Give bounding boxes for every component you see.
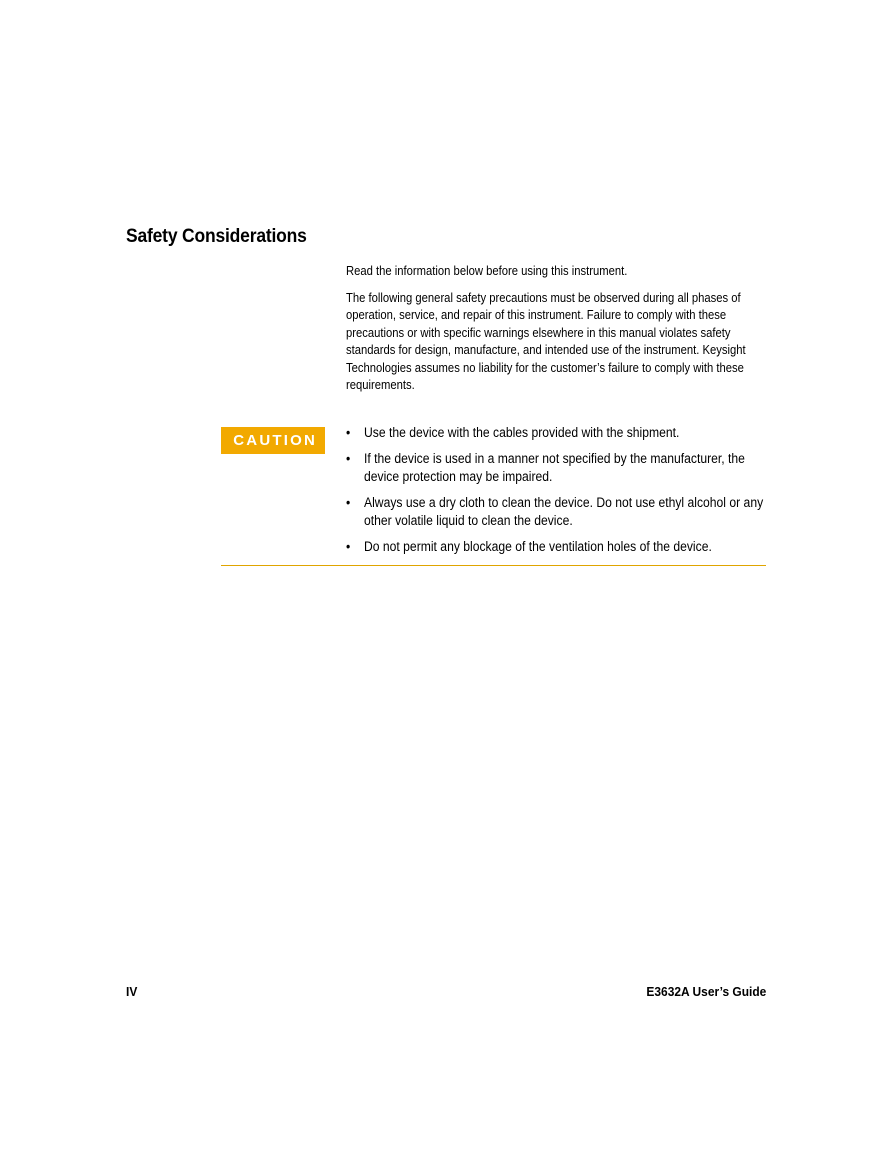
caution-item-text: Use the device with the cables provided with the shipment. [364,425,680,440]
caution-badge: CAUTION [221,427,325,454]
page-number: IV [126,984,138,999]
bullet-icon: • [346,495,351,510]
bullet-icon: • [346,425,351,440]
caution-item-text: Do not permit any blockage of the ventilation holes of the device. [364,539,712,554]
intro-paragraph-1: Read the information below before using this instrument. [346,264,628,278]
intro-paragraph-2: The following general safety precautions must be observed during all phases of operation, service, and repair of this instrument. Failure to comply with these precautions or with specific warnings elsewhere in this manual violates safety standards for design, manufacture, and intended use of the instrument. Keysight Technologies assumes no liability for the customer’s failure to comply with these requirements. [346,290,746,392]
caution-item [346,450,765,486]
bullet-icon: • [346,451,351,466]
caution-item [346,538,765,556]
caution-item [346,494,765,530]
caution-item-text: Always use a dry cloth to clean the device. Do not use ethyl alcohol or any other volatile liquid to clean the device. [364,495,764,528]
document-title: E3632A User’s Guide [646,984,766,999]
caution-item [346,424,765,442]
caution-item-text: If the device is used in a manner not specified by the manufacturer, the device protection may be impaired. [364,451,745,484]
caution-divider [221,565,766,566]
intro-text [346,263,769,404]
bullet-icon: • [346,539,351,554]
caution-list [346,424,765,564]
section-title: Safety Considerations [126,226,307,247]
